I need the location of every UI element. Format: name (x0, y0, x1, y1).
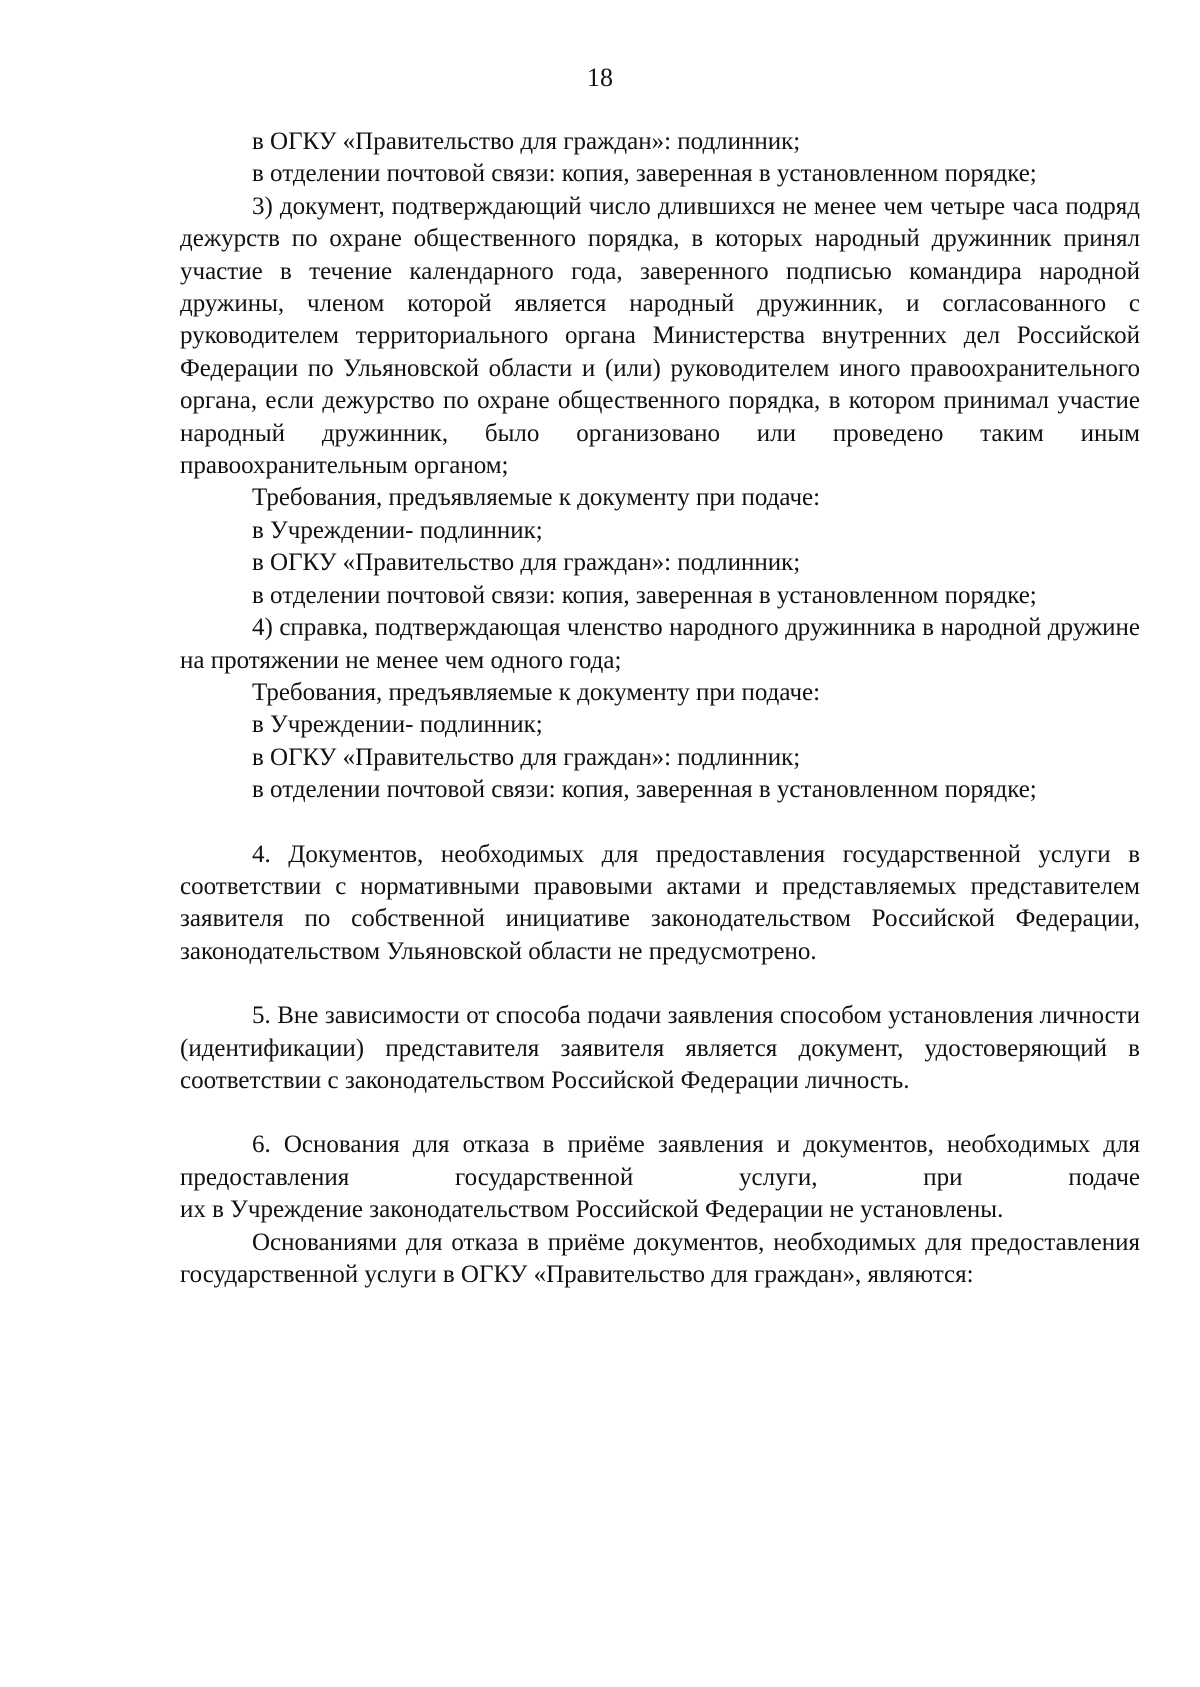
paragraph-post-office-copy: в отделении почтовой связи: копия, заверенная в установленном порядке; (252, 776, 1037, 804)
paragraph-section-6-continued: их в Учреждение законодательством Российской Федерации не установлены. (180, 1196, 1004, 1224)
paragraph-refusal-grounds: Основаниями для отказа в приёме документов, необходимых для предоставления государственной услуги в ОГКУ «Правительство для граждан», являются: (180, 1228, 1140, 1288)
paragraph-institution-original: в Учреждении- подлинник; (252, 711, 543, 739)
paragraph-ogku-original: в ОГКУ «Правительство для граждан»: подлинник; (252, 128, 801, 155)
paragraph-post-office-copy: в отделении почтовой связи: копия, заверенная в установленном порядке; (252, 160, 1037, 188)
paragraph-item-3-duty-document: 3) документ, подтверждающий число длившихся не менее чем четыре часа подряд дежурств по охране общественного порядка, в которых народный дружинник принял участие в течение календарного года, заверенного подписью командира народной дружины, членом которой является народный дружинник, и согласованного с руководителем территориального органа Министерства внутренних дел Российской Федерации по Ульяновской области и (или) руководителем иного правоохранительного органа, если дежурство по охране общественного порядка, в котором принимал участие народный дружинник, было организовано или проведено таким иным правоохранительным органом; (180, 192, 1140, 480)
paragraph-item-4-membership-certificate: 4) справка, подтверждающая членство народного дружинника в народной дружине на протяжении не менее чем одного года; (180, 614, 1140, 674)
document-body (180, 126, 1140, 1291)
paragraph-ogku-original: в ОГКУ «Правительство для граждан»: подлинник; (252, 549, 801, 577)
paragraph-post-office-copy: в отделении почтовой связи: копия, заверенная в установленном порядке; (252, 581, 1037, 609)
paragraph-requirements-heading: Требования, предъявляемые к документу при подаче: (252, 484, 821, 512)
paragraph-section-4: 4. Документов, необходимых для предоставления государственной услуги в соответствии с нормативными правовыми актами и представляемых представителем заявителя по собственной инициативе законодательством Российской Федерации, законодательством Ульяновской области не предусмотрено. (180, 840, 1140, 965)
page-number: 18 (587, 63, 613, 92)
paragraph-section-5: 5. Вне зависимости от способа подачи заявления способом установления личности (идентификации) представителя заявителя является документ, удостоверяющий в соответствии с законодательством Российской Федерации личность. (180, 1002, 1140, 1094)
paragraph-requirements-heading: Требования, предъявляемые к документу при подаче: (252, 678, 821, 706)
paragraph-ogku-original: в ОГКУ «Правительство для граждан»: подлинник; (252, 743, 801, 771)
paragraph-section-6: 6. Основания для отказа в приёме заявления и документов, необходимых для предоставления государственной услуги, при подаче (180, 1131, 1140, 1191)
paragraph-institution-original: в Учреждении- подлинник; (252, 516, 543, 544)
